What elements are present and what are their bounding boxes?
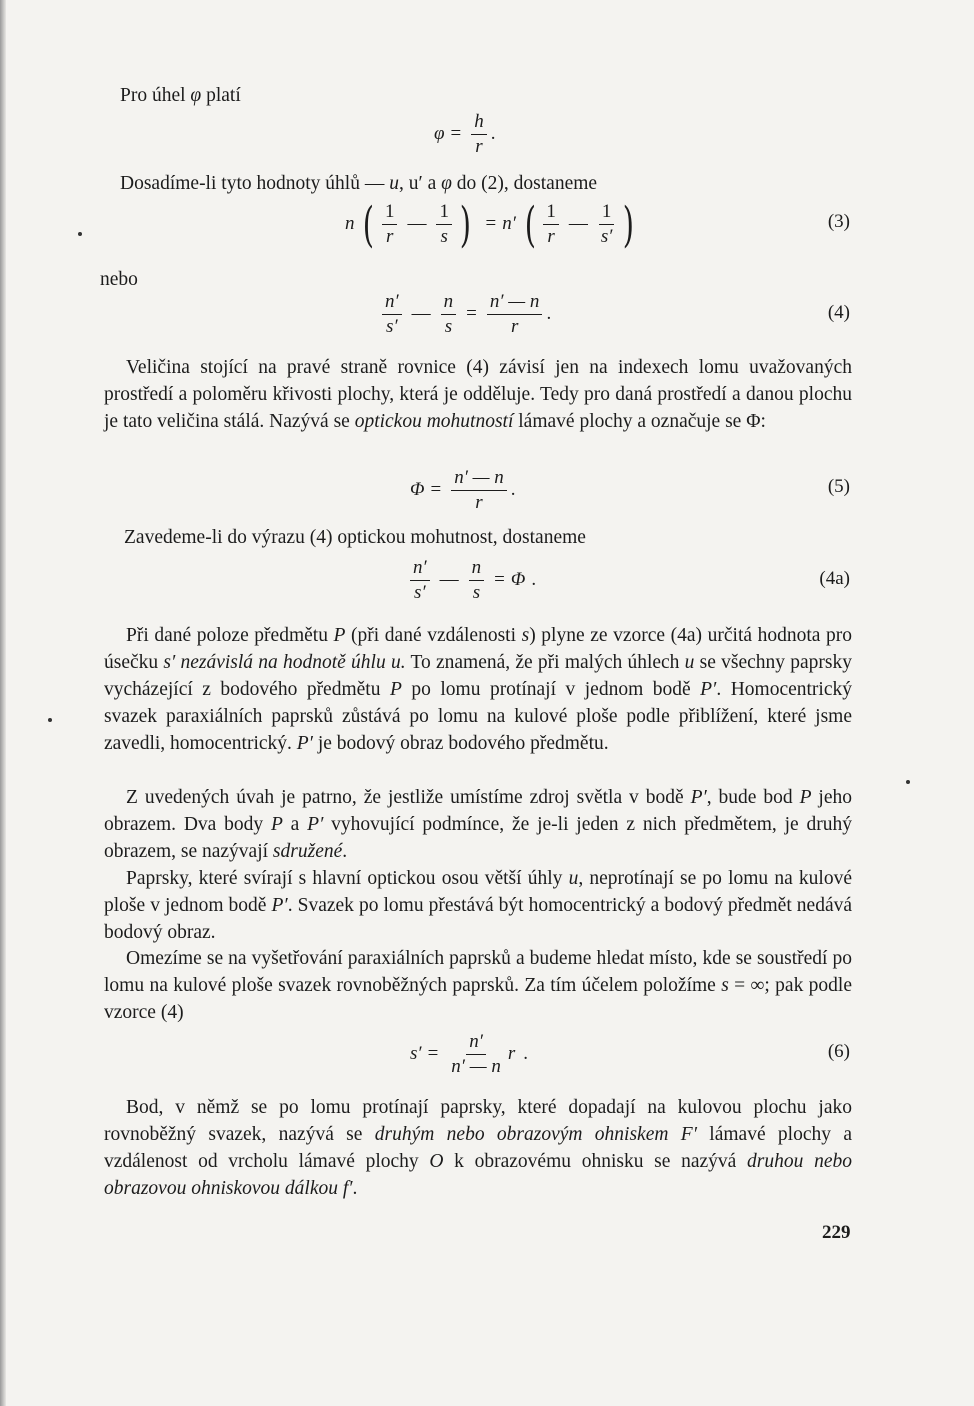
paprsky-b: , neprotínají se po lomu na kulové ploše v jednom bodě: [104, 868, 852, 916]
bod-d: .: [352, 1178, 358, 1199]
eq4a-equals: =: [494, 568, 505, 590]
eq4-equals: =: [466, 302, 477, 324]
eq6-r: r: [507, 1042, 516, 1064]
paragraph-zavedeme: Zavedeme-li do výrazu (4) optickou mohutnost, dostaneme: [124, 527, 586, 548]
eq6-num: n′: [466, 1030, 486, 1055]
omezime-b: = ∞; pak podle vzorce (4): [104, 975, 852, 1023]
eq3-nprime: n′: [502, 212, 516, 234]
pri-g: . Homocentrický svazek paraxiálních paprsků zůstává po lomu na kulové ploše podle přiblížení, které jsme zavedli, homocentrický.: [104, 679, 852, 754]
z-em: sdružené: [272, 841, 343, 862]
pri-P2: P: [389, 679, 402, 700]
paprsky-u: u: [568, 868, 579, 889]
phi-symbol: φ: [190, 85, 202, 106]
eq4a-frac-2: [469, 556, 485, 605]
eq3-num-b: 1: [436, 200, 452, 225]
eq4-d2: s: [444, 316, 453, 337]
scan-speck: [48, 718, 52, 722]
bod-b: lámavé plochy a vzdálenost od vrcholu lámavé plochy: [104, 1124, 852, 1172]
pri-s: s: [521, 625, 530, 646]
eq3-n: n: [345, 212, 355, 234]
eq4-n1: n′: [382, 290, 402, 315]
eq3-den-r: r: [386, 226, 394, 247]
eq3-frac-1r: [382, 200, 398, 249]
eq4a-n1: n′: [410, 556, 430, 581]
equation-4a-number: (4a): [819, 568, 850, 589]
eq4a-d1: s′: [414, 582, 426, 603]
eq3-frac-1s: [436, 200, 452, 249]
eq3-left-paren: (: [362, 196, 375, 253]
eq6-den: n′ — n: [451, 1056, 501, 1077]
eq-phi-equals: =: [450, 122, 462, 144]
z-b: , bude bod: [706, 787, 800, 808]
omezime-a: Omezíme se na vyšetřování paraxiálních paprsků a budeme hledat místo, kde se soustředí po lomu na kulové ploše svazek rovnoběžných paprsků. Za tím účelem položíme: [104, 948, 852, 996]
eq4a-frac-1: [410, 556, 430, 605]
eq3-num-a: 1: [382, 200, 398, 225]
eq4a-minus: —: [439, 568, 459, 590]
paragraph-z-uvedenych: [104, 784, 852, 865]
eq4-frac-3: [487, 290, 543, 339]
intro-text-end: platí: [201, 85, 241, 106]
paprsky-c: . Svazek po lomu přestává být homocentrický a bodový předmět nedává bodový obraz.: [104, 895, 853, 943]
eq3-frac-1sp: [598, 200, 616, 249]
paragraph-paprsky: [104, 865, 852, 946]
eq3-right-paren: ): [459, 196, 471, 253]
eq-phi-lhs: φ: [434, 122, 445, 144]
equation-3: [345, 196, 638, 253]
eq4a-d2: s: [472, 582, 481, 603]
eq3-minus-1: —: [407, 212, 427, 234]
eq4-frac-2: [441, 290, 457, 339]
eq3-right-paren-2: ): [623, 196, 635, 253]
paprsky-Pp: P′: [271, 895, 288, 916]
substitution-line: [120, 170, 597, 197]
pri-c: ) plyne ze vzorce (4a) určitá hodnota pro úsečku: [104, 625, 853, 673]
intro-text: Pro úhel: [120, 85, 191, 106]
scan-speck: [906, 780, 910, 784]
velicina-tail: lámavé plochy a označuje se Φ:: [513, 411, 766, 432]
eq3-num-c: 1: [543, 200, 559, 225]
pri-b: (při dané vzdálenosti: [345, 625, 522, 646]
equation-6-number: (6): [827, 1041, 850, 1062]
pri-P: P: [333, 625, 346, 646]
eq4a-dot: .: [531, 568, 537, 590]
eq6-lhs: s′: [410, 1042, 422, 1064]
eq4a-n2: n: [469, 556, 485, 581]
eq6-equals: =: [427, 1042, 439, 1064]
sub-text-b: , u′ a: [398, 173, 442, 194]
eq3-minus-2: —: [568, 212, 588, 234]
pri-h: je bodový obraz bodového předmětu.: [312, 733, 609, 754]
equation-3-number: (3): [827, 211, 850, 232]
scan-speck: [78, 232, 82, 236]
pri-u: u: [684, 652, 695, 673]
z-P2: P: [270, 814, 283, 835]
sub-text-c: do (2), dostaneme: [451, 173, 598, 194]
paragraph-bod: [104, 1094, 852, 1202]
velicina-text: Veličina stojící na pravé straně rovnice (4) závisí jen na indexech lomu uvažovaných prostředí a poloměru křivosti plochy, která je odděluje. Tedy pro daná prostředí a danou plochu je tato veličina stálá. Nazývá se: [104, 357, 852, 432]
eq4-dot: .: [546, 302, 552, 324]
z-d: a: [282, 814, 308, 835]
eq-phi-dot: .: [490, 122, 496, 144]
eq4-minus: —: [411, 302, 431, 324]
equation-phi: [434, 110, 495, 159]
equation-4: [378, 290, 551, 339]
bod-O: O: [429, 1151, 444, 1172]
eq-phi-numerator: h: [471, 110, 487, 135]
paprsky-a: Paprsky, které svírají s hlavní optickou osou větší úhly: [126, 868, 569, 889]
paragraph-velicina: [104, 354, 852, 435]
sub-u: u: [389, 173, 399, 194]
eq3-den-s: s: [440, 226, 448, 247]
eq4-d3: r: [510, 316, 519, 337]
eq5-num: n′ — n: [451, 466, 507, 491]
page-number: 229: [822, 1222, 851, 1243]
eq5-den: r: [475, 492, 483, 513]
eq5-lhs: Φ: [410, 478, 425, 500]
eq4-n2: n: [441, 290, 457, 315]
eq5-equals: =: [430, 478, 442, 500]
pri-a: Při dané poloze předmětu: [126, 625, 334, 646]
pri-Pp: P′: [700, 679, 717, 700]
intro-line: [120, 82, 241, 109]
bod-c: k obrazovému ohnisku se nazývá: [443, 1151, 748, 1172]
eq4a-rhs: Φ: [510, 568, 526, 590]
eq-phi-fraction: [471, 110, 487, 159]
z-Pp: P′: [690, 787, 707, 808]
z-P: P: [799, 787, 812, 808]
equation-6: [410, 1030, 528, 1079]
eq3-equals: =: [485, 212, 497, 234]
z-Pp2: P′: [307, 814, 324, 835]
z-a: Z uvedených úvah je patrno, že jestliže umístíme zdroj světla v bodě: [126, 787, 691, 808]
eq3-num-d: 1: [599, 200, 615, 225]
pri-d: To znamená, že při malých úhlech: [405, 652, 685, 673]
eq3-frac-1r2: [543, 200, 559, 249]
pri-Pp2: P′: [296, 733, 313, 754]
sub-text-a: Dosadíme-li tyto hodnoty úhlů —: [120, 173, 390, 194]
pri-em1: s′ nezávislá na hodnotě úhlu u.: [163, 652, 406, 673]
pri-f: po lomu protínají v jednom bodě: [401, 679, 701, 700]
omezime-s: s: [721, 975, 729, 996]
eq-phi-denominator: r: [475, 136, 483, 157]
z-e: vyhovující podmínce, že je-li jeden z nich předmětem, je druhý obrazem, se nazývají: [104, 814, 852, 862]
eq3-den-r2: r: [547, 226, 555, 247]
equation-5: [410, 466, 516, 515]
bod-em2: druhou nebo obrazovou ohniskovou dálkou f′: [104, 1151, 852, 1199]
equation-5-number: (5): [827, 476, 850, 497]
bod-em1: druhým nebo obrazovým ohniskem F′: [374, 1124, 697, 1145]
eq4-d1: s′: [386, 316, 398, 337]
eq5-dot: .: [510, 478, 516, 500]
eq4-frac-1: [382, 290, 402, 339]
z-c: jeho obrazem. Dva body: [104, 787, 853, 835]
equation-4a: [406, 556, 536, 605]
paragraph-omezime: [104, 945, 852, 1026]
nebo-word: nebo: [100, 269, 138, 290]
binding-shadow: [0, 0, 6, 1406]
eq3-den-sprime: s′: [600, 226, 613, 247]
eq5-fraction: [451, 466, 507, 515]
sub-phi: φ: [441, 173, 452, 194]
eq4-n3: n′ — n: [487, 290, 543, 315]
bod-a: Bod, v němž se po lomu protínají paprsky, které dopadají na kulovou plochu jako rovnoběžný svazek, nazývá se: [104, 1097, 852, 1145]
eq3-left-paren-2: (: [524, 196, 536, 253]
eq6-fraction: [448, 1030, 504, 1079]
paragraph-pri: [104, 622, 852, 757]
pri-e: se všechny paprsky vycházející z bodového předmětu: [104, 652, 852, 700]
eq6-dot: .: [523, 1042, 528, 1064]
equation-4-number: (4): [827, 302, 850, 323]
z-f: .: [342, 841, 348, 862]
velicina-em: optickou mohutností: [354, 411, 514, 432]
